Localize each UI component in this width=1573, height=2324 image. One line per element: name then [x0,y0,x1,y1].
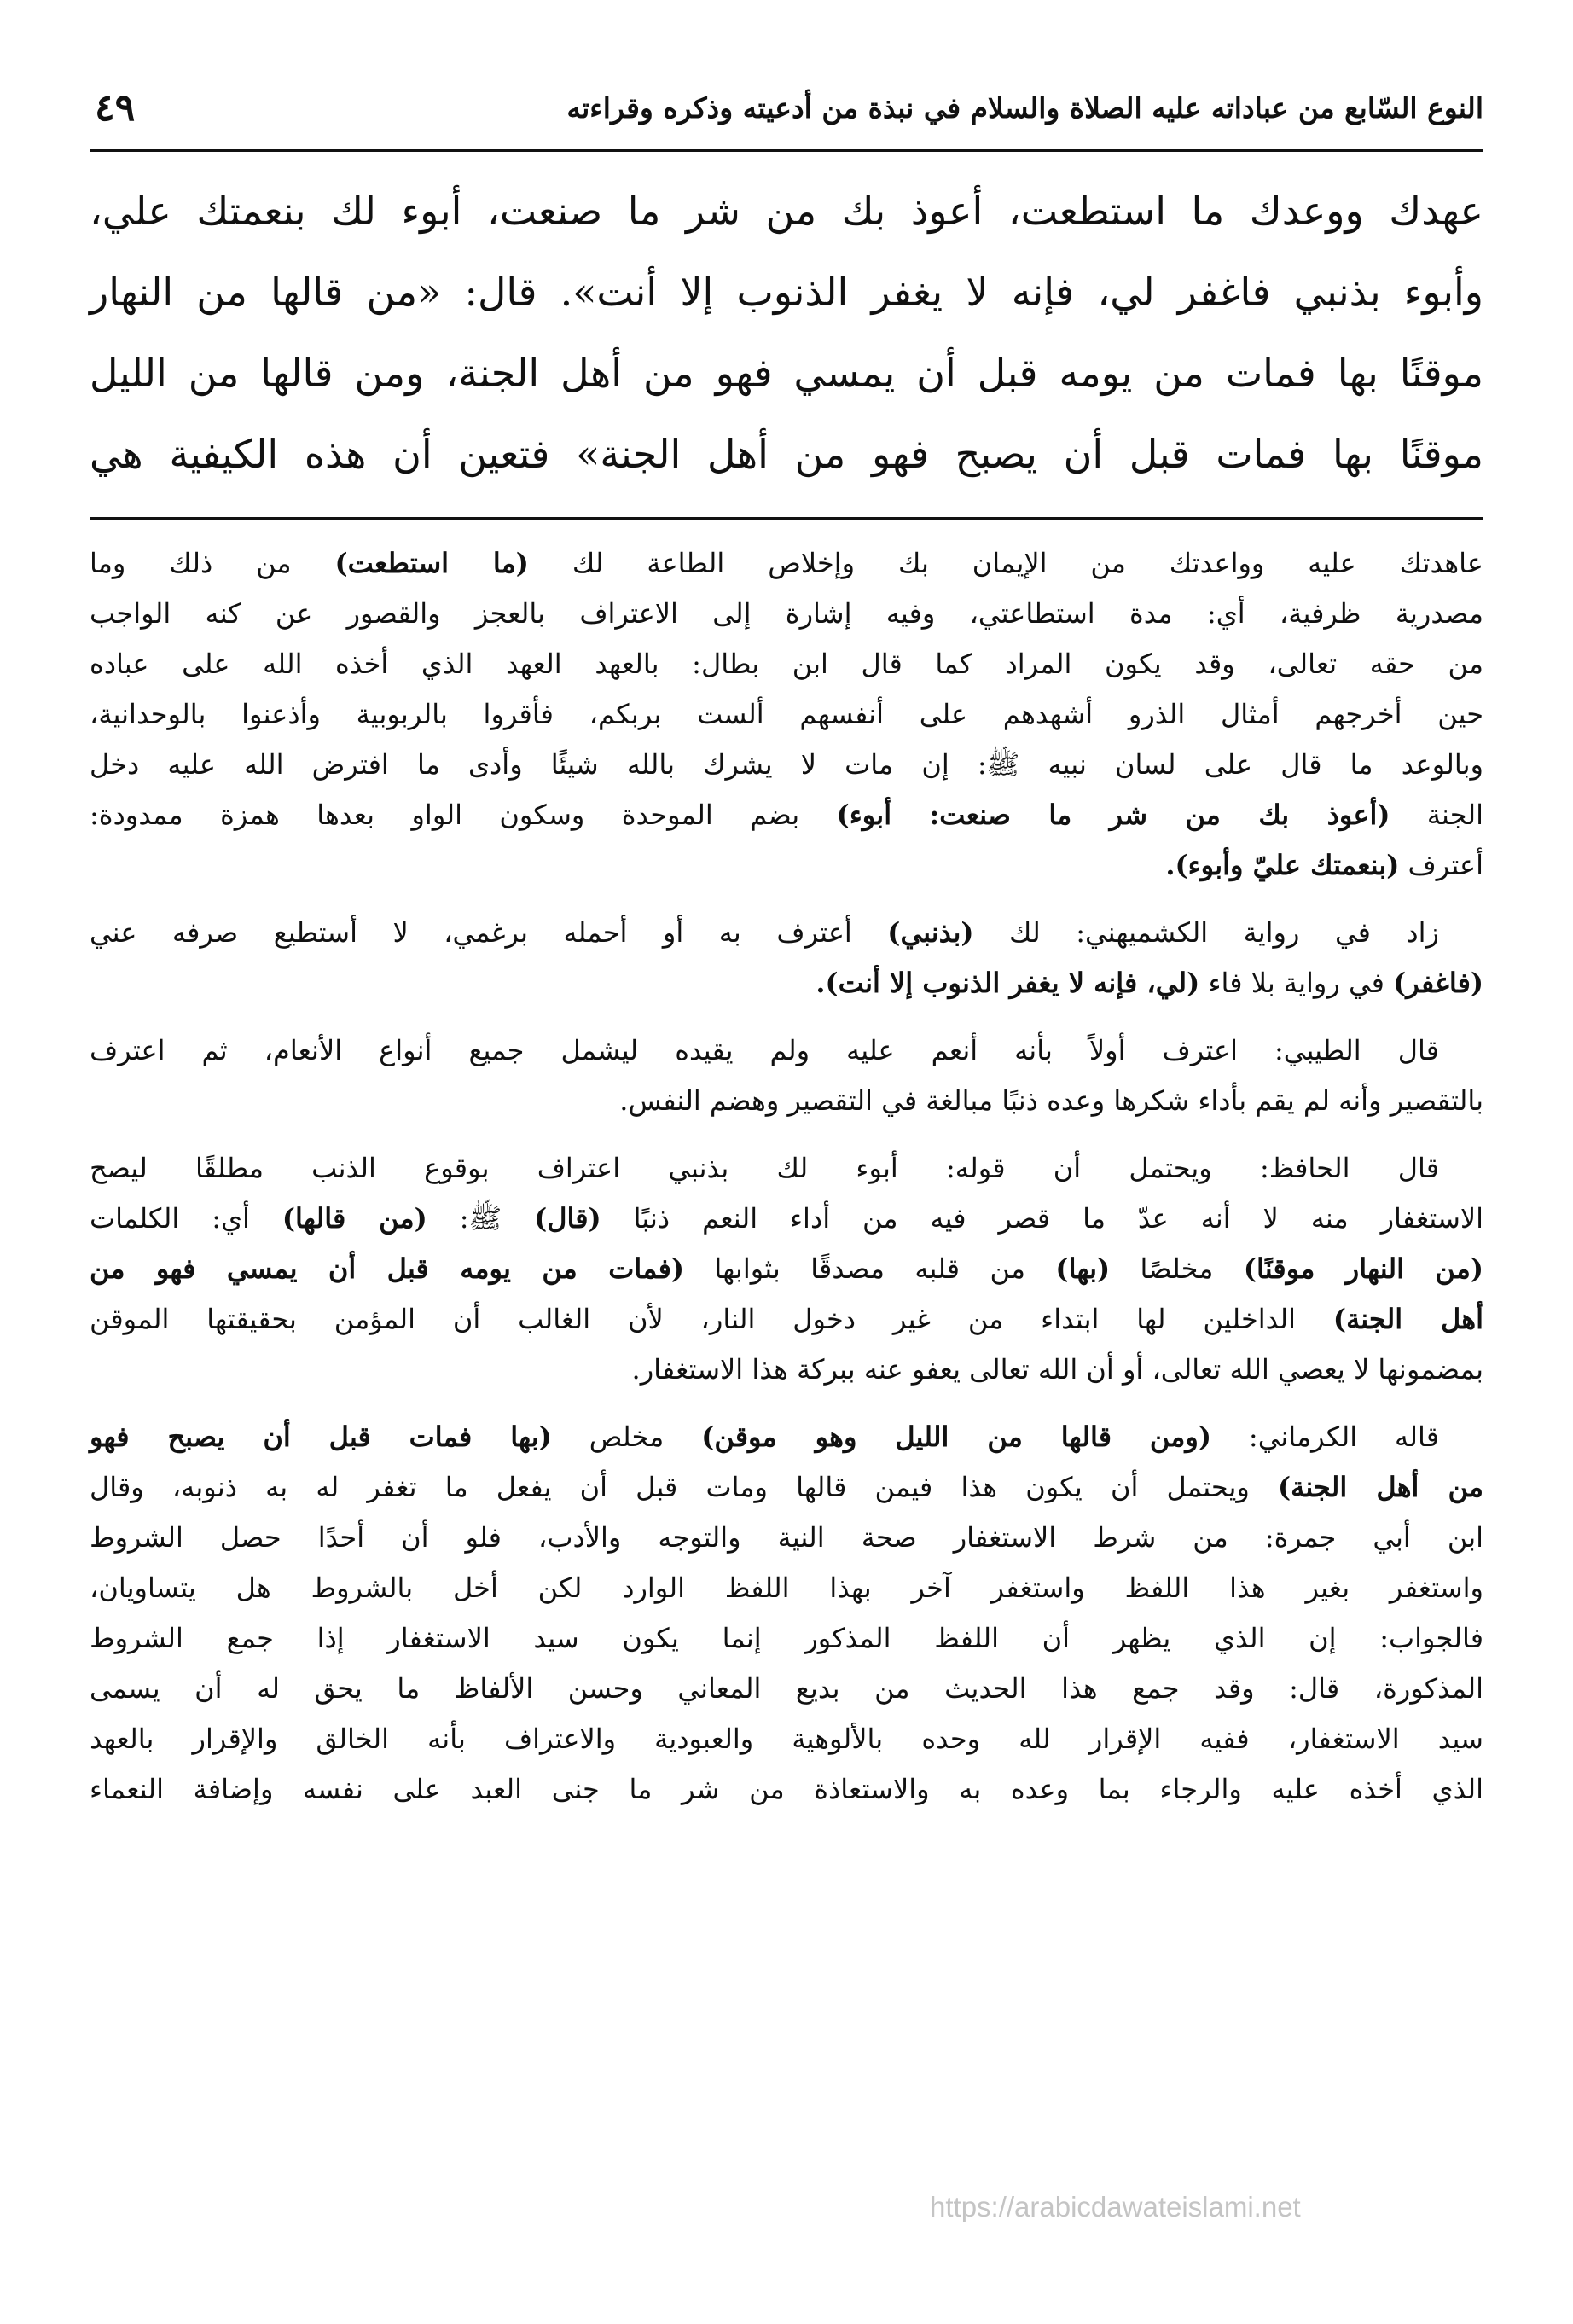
commentary-line: من حقه تعالى، وقد يكون المراد كما قال ابن بطال: بالعهد العهد الذي أخذه الله على عباده [90,648,1483,680]
quoted-phrase: (فمات من يومه قبل أن يمسي فهو من [90,1252,685,1285]
commentary-line [90,538,1483,589]
quoted-phrase: أهل الجنة) [1332,1303,1484,1335]
quoted-phrase: (أعوذ بك من شر ما صنعت: أبوء) [836,799,1390,831]
quoted-phrase: (بها فمات قبل أن يصبح فهو [90,1421,552,1453]
section-divider [90,517,1483,520]
text-run: قاله الكرماني: [1211,1421,1440,1453]
hadith-line: موقنًا بها فمات من يومه قبل أن يمسي فهو من أهل الجنة، ومن قالها من الليل [90,350,1483,396]
commentary-line: قال الحافظ: ويحتمل أن قوله: أبوء لك بذنبي اعتراف بوقوع الذنب مطلقًا ليصح [90,1152,1439,1184]
hadith-line: عهدك ووعدك ما استطعت، أعوذ بك من شر ما صنعت، أبوء لك بنعمتك علي، [90,188,1483,234]
running-header [90,81,1483,152]
text-run: زاد في رواية الكشميهني: لك [973,916,1440,949]
text-run: الاستغفار منه لا أنه عدّ ما قصر فيه من أداء النعم ذنبًا [601,1202,1484,1235]
commentary [90,538,1483,1815]
commentary-line: سيد الاستغفار، ففيه الإقرار لله وحده بالألوهية والعبودية والاعتراف بأنه الخالق والإقرار بالعهد [90,1723,1483,1755]
commentary-paragraph [90,1143,1483,1395]
commentary-line: المذكورة، قال: وقد جمع هذا الحديث من بديع المعاني وحسن الألفاظ ما يحق له أن يسمى [90,1672,1483,1705]
commentary-paragraph [90,538,1483,891]
text-run: مخلصًا [1110,1252,1244,1285]
commentary-line [90,840,1483,891]
commentary-line: بالتقصير وأنه لم يقم بأداء شكرها وعده ذنبًا مبالغة في التقصير وهضم النفس. [619,1084,1483,1117]
commentary-line [90,1294,1483,1345]
commentary-line: حين أخرجهم أمثال الذرو أشهدهم على أنفسهم ألست بربكم، فأقروا بالربوبية وأذعنوا بالوحدانية، [90,698,1484,730]
hadith-text [90,171,1483,495]
commentary-line: مصدرية ظرفية، أي: مدة استطاعتي، وفيه إشارة إلى الاعتراف بالعجز والقصور عن كنه الواجب [90,597,1483,630]
commentary-line: قال الطيبي: اعترف أولاً بأنه أنعم عليه ولم يقيده ليشمل جميع أنواع الأنعام، ثم اعترف [90,1034,1440,1066]
text-run: في رواية بلا فاء [1199,967,1394,999]
quoted-phrase: (قال) [534,1202,601,1235]
commentary-line [90,1244,1483,1294]
quoted-phrase: (لي، فإنه لا يغفر الذنوب إلا أنت). [816,967,1200,999]
quoted-phrase: (من النهار موقنًا) [1243,1252,1484,1285]
text-run: من قلبه مصدقًا بثوابها [684,1252,1056,1285]
text-run: الداخلين لها ابتداء من غير دخول النار، لأن الغالب أن المؤمن بحقيقتها الموقن [90,1303,1333,1335]
watermark-url: https://arabicdawateislami.net [930,2191,1301,2222]
commentary-line [90,1462,1483,1513]
quoted-phrase: (ما استطعت) [334,547,529,579]
commentary-line: فالجواب: إن الذي يظهر أن اللفظ المذكور إنما يكون سيد الاستغفار إذا جمع الشروط [90,1622,1484,1654]
commentary-line: ابن أبي جمرة: من شرط الاستغفار صحة النية والتوجه والأدب، فلو أن أحدًا حصل الشروط [90,1521,1483,1554]
commentary-line: بمضمونها لا يعصي الله تعالى، أو أن الله تعالى يعفو عنه ببركة هذا الاستغفار. [631,1353,1483,1386]
chapter-title: النوع السّابع من عباداته عليه الصلاة والسلام في نبذة من أدعيته وذكره وقراءته [566,91,1483,125]
text-run: الجنة [1390,799,1484,831]
commentary-line: الذي أخذه عليه والرجاء بما وعده به والاستعاذة من شر ما جنى العبد على نفسه وإضافة النعماء [90,1773,1483,1805]
quoted-phrase: (ومن قالها من الليل وهو موقن) [701,1421,1211,1453]
text-run: أعترف [1399,849,1483,881]
commentary-paragraph [90,1412,1483,1815]
hadith-line: موقنًا بها فمات قبل أن يصبح فهو من أهل الجنة» فتعين أن هذه الكيفية هي [90,431,1483,477]
quoted-phrase: (بنعمتك عليّ وأبوء). [1165,849,1400,881]
quoted-phrase: (بذنبي) [887,916,974,949]
book-page [90,81,1483,2265]
commentary-line [90,908,1483,958]
commentary-paragraph [90,1025,1483,1126]
text-run: ﷺ: [427,1202,535,1235]
page-number: ٤٩ [95,86,136,130]
text-run: عاهدتك عليه وواعدتك من الإيمان بك وإخلاص الطاعة لك [528,547,1484,579]
text-run: بضم الموحدة وسكون الواو بعدها همزة ممدودة: [90,799,837,831]
commentary-line [90,790,1483,840]
quoted-phrase: (من قالها) [282,1202,427,1235]
text-run: من ذلك وما [90,547,335,579]
quoted-phrase: (بها) [1055,1252,1111,1285]
text-run: أي: الكلمات [90,1202,282,1235]
text-run: مخلص [551,1421,702,1453]
text-run: أعترف به أو أحمله برغمي، لا أستطيع صرفه عني [90,916,888,949]
hadith-line: وأبوء بذنبي فاغفر لي، فإنه لا يغفر الذنوب إلا أنت». قال: «من قالها من النهار [90,269,1483,315]
commentary-line: وبالوعد ما قال على لسان نبيه ﷺ: إن مات لا يشرك بالله شيئًا وأدى ما افترض الله عليه دخل [90,748,1484,781]
quoted-phrase: من أهل الجنة) [1278,1471,1484,1503]
commentary-line [90,1412,1483,1462]
quoted-phrase: (فاغفر) [1393,967,1483,999]
commentary-paragraph [90,908,1483,1008]
commentary-line [90,958,1483,1008]
commentary-line: واستغفر بغير هذا اللفظ واستغفر آخر بهذا اللفظ الوارد لكن أخل بالشروط هل يتساويان، [90,1572,1483,1604]
text-run: ويحتمل أن يكون هذا فيمن قالها ومات قبل أن يفعل ما تغفر له به ذنوبه، وقال [90,1471,1279,1503]
commentary-line [90,1194,1483,1244]
